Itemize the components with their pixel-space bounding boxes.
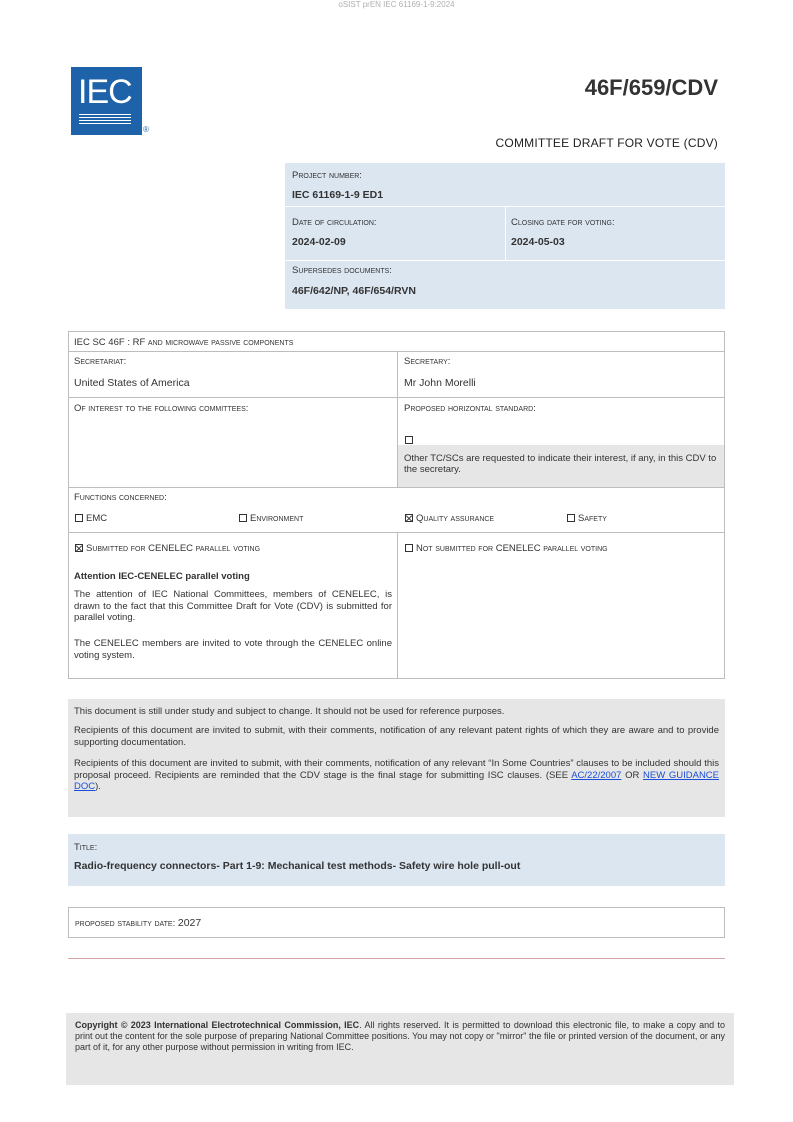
- submitted-cenelec[interactable]: Submitted for CENELEC parallel voting: [75, 543, 260, 554]
- supersedes-label: Supersedes documents:: [292, 265, 392, 276]
- function-emc[interactable]: EMC: [75, 513, 107, 524]
- document-reference: 46F/659/CDV: [584, 75, 718, 100]
- secretariat-value: United States of America: [74, 377, 190, 389]
- project-number-label: Project number:: [292, 170, 362, 181]
- horizontal-note-box: [398, 445, 724, 487]
- supersedes-documents: 46F/642/NP, 46F/654/RVN: [292, 285, 416, 297]
- sc-code: IEC SC 46F :: [74, 337, 133, 348]
- attention-paragraph-1: The attention of IEC National Committees, members of CENELEC, is drawn to the fact that this Committee Draft for Vote (CDV) is submitted for parallel voting.: [74, 589, 392, 623]
- checkbox-emc[interactable]: [75, 514, 83, 522]
- copyright-box: [66, 1013, 734, 1085]
- logo-stripe: [79, 123, 131, 124]
- separator-line: [68, 958, 725, 959]
- stability-line: [75, 917, 201, 929]
- logo-stripe: [79, 114, 131, 115]
- copyright-text: Copyright © 2023 International Electrotechnical Commission, IEC. All rights reserved. It is permitted to download this electronic file, to make a copy and to print out the content for the sole purpose of preparing National Committee positions. You may not copy or "mirror" the file or printed version of the document, or any part of it, for any other purpose without permission in writing from IEC.: [75, 1020, 725, 1052]
- checkbox-not-submitted-cenelec[interactable]: [405, 544, 413, 552]
- logo-stripe: [79, 117, 131, 118]
- link-ac-22-2007[interactable]: AC/22/2007: [571, 769, 622, 781]
- horizontal-note: Other TC/SCs are requested to indicate their interest, if any, in this CDV to the secretary.: [404, 453, 717, 475]
- notice-paragraph-2: Recipients of this document are invited to submit, with their comments, notification of any relevant patent rights of which they are aware and to provide supporting documentation.: [74, 725, 719, 748]
- closing-date: 2024-05-03: [511, 236, 565, 248]
- functions-label: Functions concerned:: [74, 492, 167, 503]
- checkbox-safety[interactable]: [567, 514, 575, 522]
- notice-paragraph-3: Recipients of this document are invited to submit, with their comments, notification of any relevant “In Some Countries” clauses to be included should this proposal proceed. Recipients are reminded that the CDV stage is the final stage for submitting ISC clauses. (SEE AC/22/2007 OR NEW GUIDANCE DOC).: [74, 758, 720, 792]
- secretary-value: Mr John Morelli: [404, 377, 476, 389]
- checkbox-submitted-cenelec[interactable]: [75, 544, 83, 552]
- copyright-bold: Copyright © 2023 International Electrotechnical Commission, IEC: [75, 1020, 360, 1030]
- secretariat-label: Secretariat:: [74, 356, 127, 367]
- closing-date-label: Closing date for voting:: [511, 217, 615, 228]
- secretary-label: Secretary:: [404, 356, 451, 367]
- function-quality-assurance[interactable]: Quality assurance: [405, 513, 494, 524]
- notice-box: [68, 699, 725, 817]
- committee-table: [68, 331, 725, 679]
- checkbox-quality-assurance[interactable]: [405, 514, 413, 522]
- stability-label: proposed stability date:: [75, 918, 178, 929]
- title-label: Title:: [74, 842, 98, 853]
- sc-name: RF and microwave passive components: [132, 337, 294, 348]
- link-new-guidance-doc[interactable]: NEW GUIDANCE DOC: [74, 769, 720, 792]
- registered-mark: ®: [143, 125, 149, 134]
- logo-text: IEC: [78, 73, 132, 111]
- interest-label: Of interest to the following committees:: [74, 403, 249, 414]
- attention-title: Attention IEC-CENELEC parallel voting: [74, 571, 250, 582]
- circulation-date: 2024-02-09: [292, 236, 346, 248]
- document-type: COMMITTEE DRAFT FOR VOTE (CDV): [495, 136, 718, 150]
- watermark: oSIST prEN IEC 61169-1-9:2024: [338, 0, 455, 9]
- stability-value: 2027: [177, 917, 202, 929]
- project-number: IEC 61169-1-9 ED1: [292, 189, 384, 201]
- document-title: Radio-frequency connectors- Part 1-9: Mechanical test methods- Safety wire hole pull-out: [74, 860, 521, 872]
- sc-line: [74, 337, 293, 348]
- iec-logo: [71, 67, 142, 135]
- project-info-block: [285, 163, 725, 309]
- logo-stripe: [79, 120, 131, 121]
- not-submitted-cenelec[interactable]: Not submitted for CENELEC parallel voting: [405, 543, 608, 554]
- function-safety[interactable]: Safety: [567, 513, 607, 524]
- attention-paragraph-2: The CENELEC members are invited to vote through the CENELEC online voting system.: [74, 638, 392, 661]
- stability-date-box: [68, 907, 725, 938]
- circulation-date-label: Date of circulation:: [292, 217, 377, 228]
- checkbox-environment[interactable]: [239, 514, 247, 522]
- title-block: [68, 834, 725, 886]
- horizontal-standard-label: Proposed horizontal standard:: [404, 403, 536, 414]
- function-environment[interactable]: Environment: [239, 513, 303, 524]
- notice-paragraph-1: This document is still under study and subject to change. It should not be used for reference purposes.: [74, 706, 505, 717]
